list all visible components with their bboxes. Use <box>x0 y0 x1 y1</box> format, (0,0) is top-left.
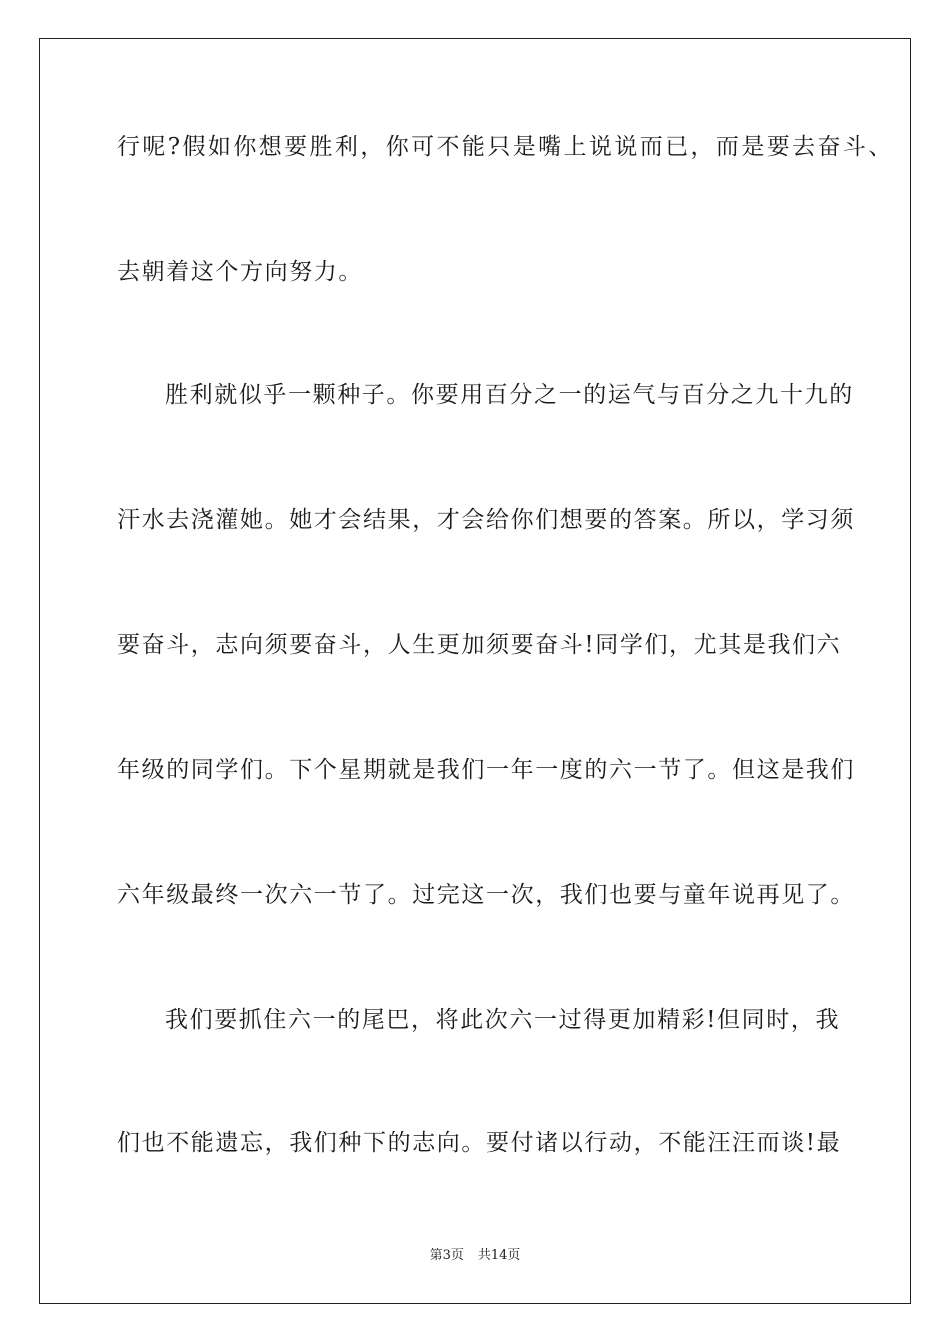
page-border <box>39 38 911 1304</box>
body-text-line: 去朝着这个方向努力。 <box>117 259 363 285</box>
body-text-line: 年级的同学们。下个星期就是我们一年一度的六一节了。但这是我们 <box>117 757 855 783</box>
body-text-line: 汗水去浇灌她。她才会结果，才会给你们想要的答案。所以，学习须 <box>117 507 855 533</box>
body-text-line: 要奋斗，志向须要奋斗，人生更加须要奋斗!同学们，尤其是我们六 <box>117 632 842 658</box>
body-text-line: 行呢?假如你想要胜利，你可不能只是嘴上说说而已，而是要去奋斗、 <box>117 134 894 160</box>
paragraph-start-line: 胜利就似乎一颗种子。你要用百分之一的运气与百分之九十九的 <box>165 382 854 408</box>
body-text-line: 六年级最终一次六一节了。过完这一次，我们也要与童年说再见了。 <box>117 882 855 908</box>
page-total: 共14页 <box>477 1248 521 1263</box>
page-number: 第3页 <box>429 1248 464 1263</box>
page-footer <box>0 1247 950 1265</box>
paragraph-start-line: 我们要抓住六一的尾巴，将此次六一过得更加精彩!但同时，我 <box>165 1007 841 1033</box>
body-text-line: 们也不能遗忘，我们种下的志向。要付诸以行动，不能汪汪而谈!最 <box>117 1130 842 1156</box>
